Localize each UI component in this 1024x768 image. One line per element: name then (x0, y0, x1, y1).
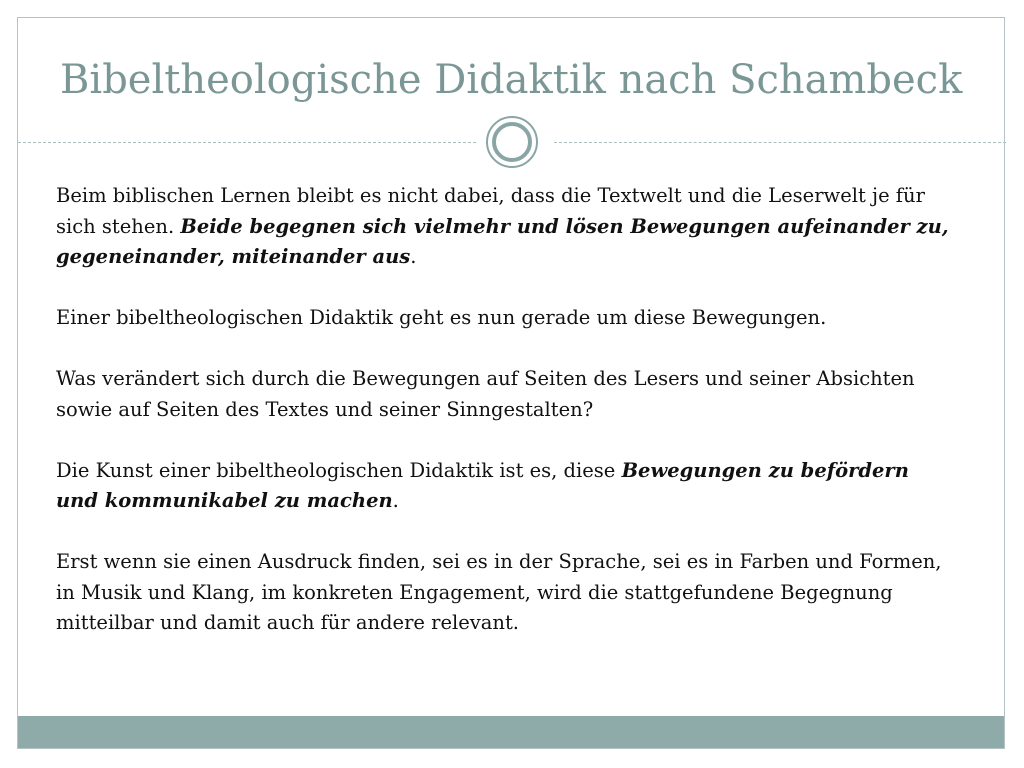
double-ring-icon (486, 116, 538, 168)
title-divider-right (554, 142, 1006, 143)
paragraph-4-text: Die Kunst einer bibeltheologischen Didaktik ist es, diese (56, 458, 622, 482)
paragraph-4-emphasis: Bewegungen zu befördern und kommunikabel zu machen (56, 458, 909, 512)
paragraph-4 (56, 456, 956, 517)
paragraph-1-emphasis: Beide begegnen sich vielmehr und lösen Bewegungen aufeinander zu, gegeneinander, miteinander aus (56, 214, 949, 268)
slide-title: Bibeltheologische Didaktik nach Schambeck (60, 57, 963, 103)
paragraph-3-text: Was verändert sich durch die Bewegungen auf Seiten des Lesers und seiner Absichten sowie auf Seiten des Textes und seiner Sinngestalten? (56, 367, 915, 421)
paragraph-1-text: Beim biblischen Lernen bleibt es nicht dabei, dass die Textwelt und die Leserwelt je für sich stehen. (56, 184, 925, 238)
paragraph-2-text: Einer bibeltheologischen Didaktik geht es nun gerade um diese Bewegungen. (56, 306, 827, 329)
footer-bar (18, 716, 1004, 748)
paragraph-4-end: . (392, 489, 399, 512)
paragraph-2 (56, 303, 956, 334)
slide-body (56, 181, 956, 669)
paragraph-1-end: . (410, 245, 417, 268)
title-divider-left (18, 142, 476, 143)
paragraph-5-text: Erst wenn sie einen Ausdruck finden, sei es in der Sprache, sei es in Farben und Formen, in Musik und Klang, im konkreten Engagement, wird die stattgefundene Begegnung mitteilbar und damit auch für andere relevant. (56, 550, 942, 634)
slide (17, 17, 1005, 749)
paragraph-1 (56, 181, 956, 273)
paragraph-5 (56, 547, 956, 639)
paragraph-3 (56, 364, 956, 425)
